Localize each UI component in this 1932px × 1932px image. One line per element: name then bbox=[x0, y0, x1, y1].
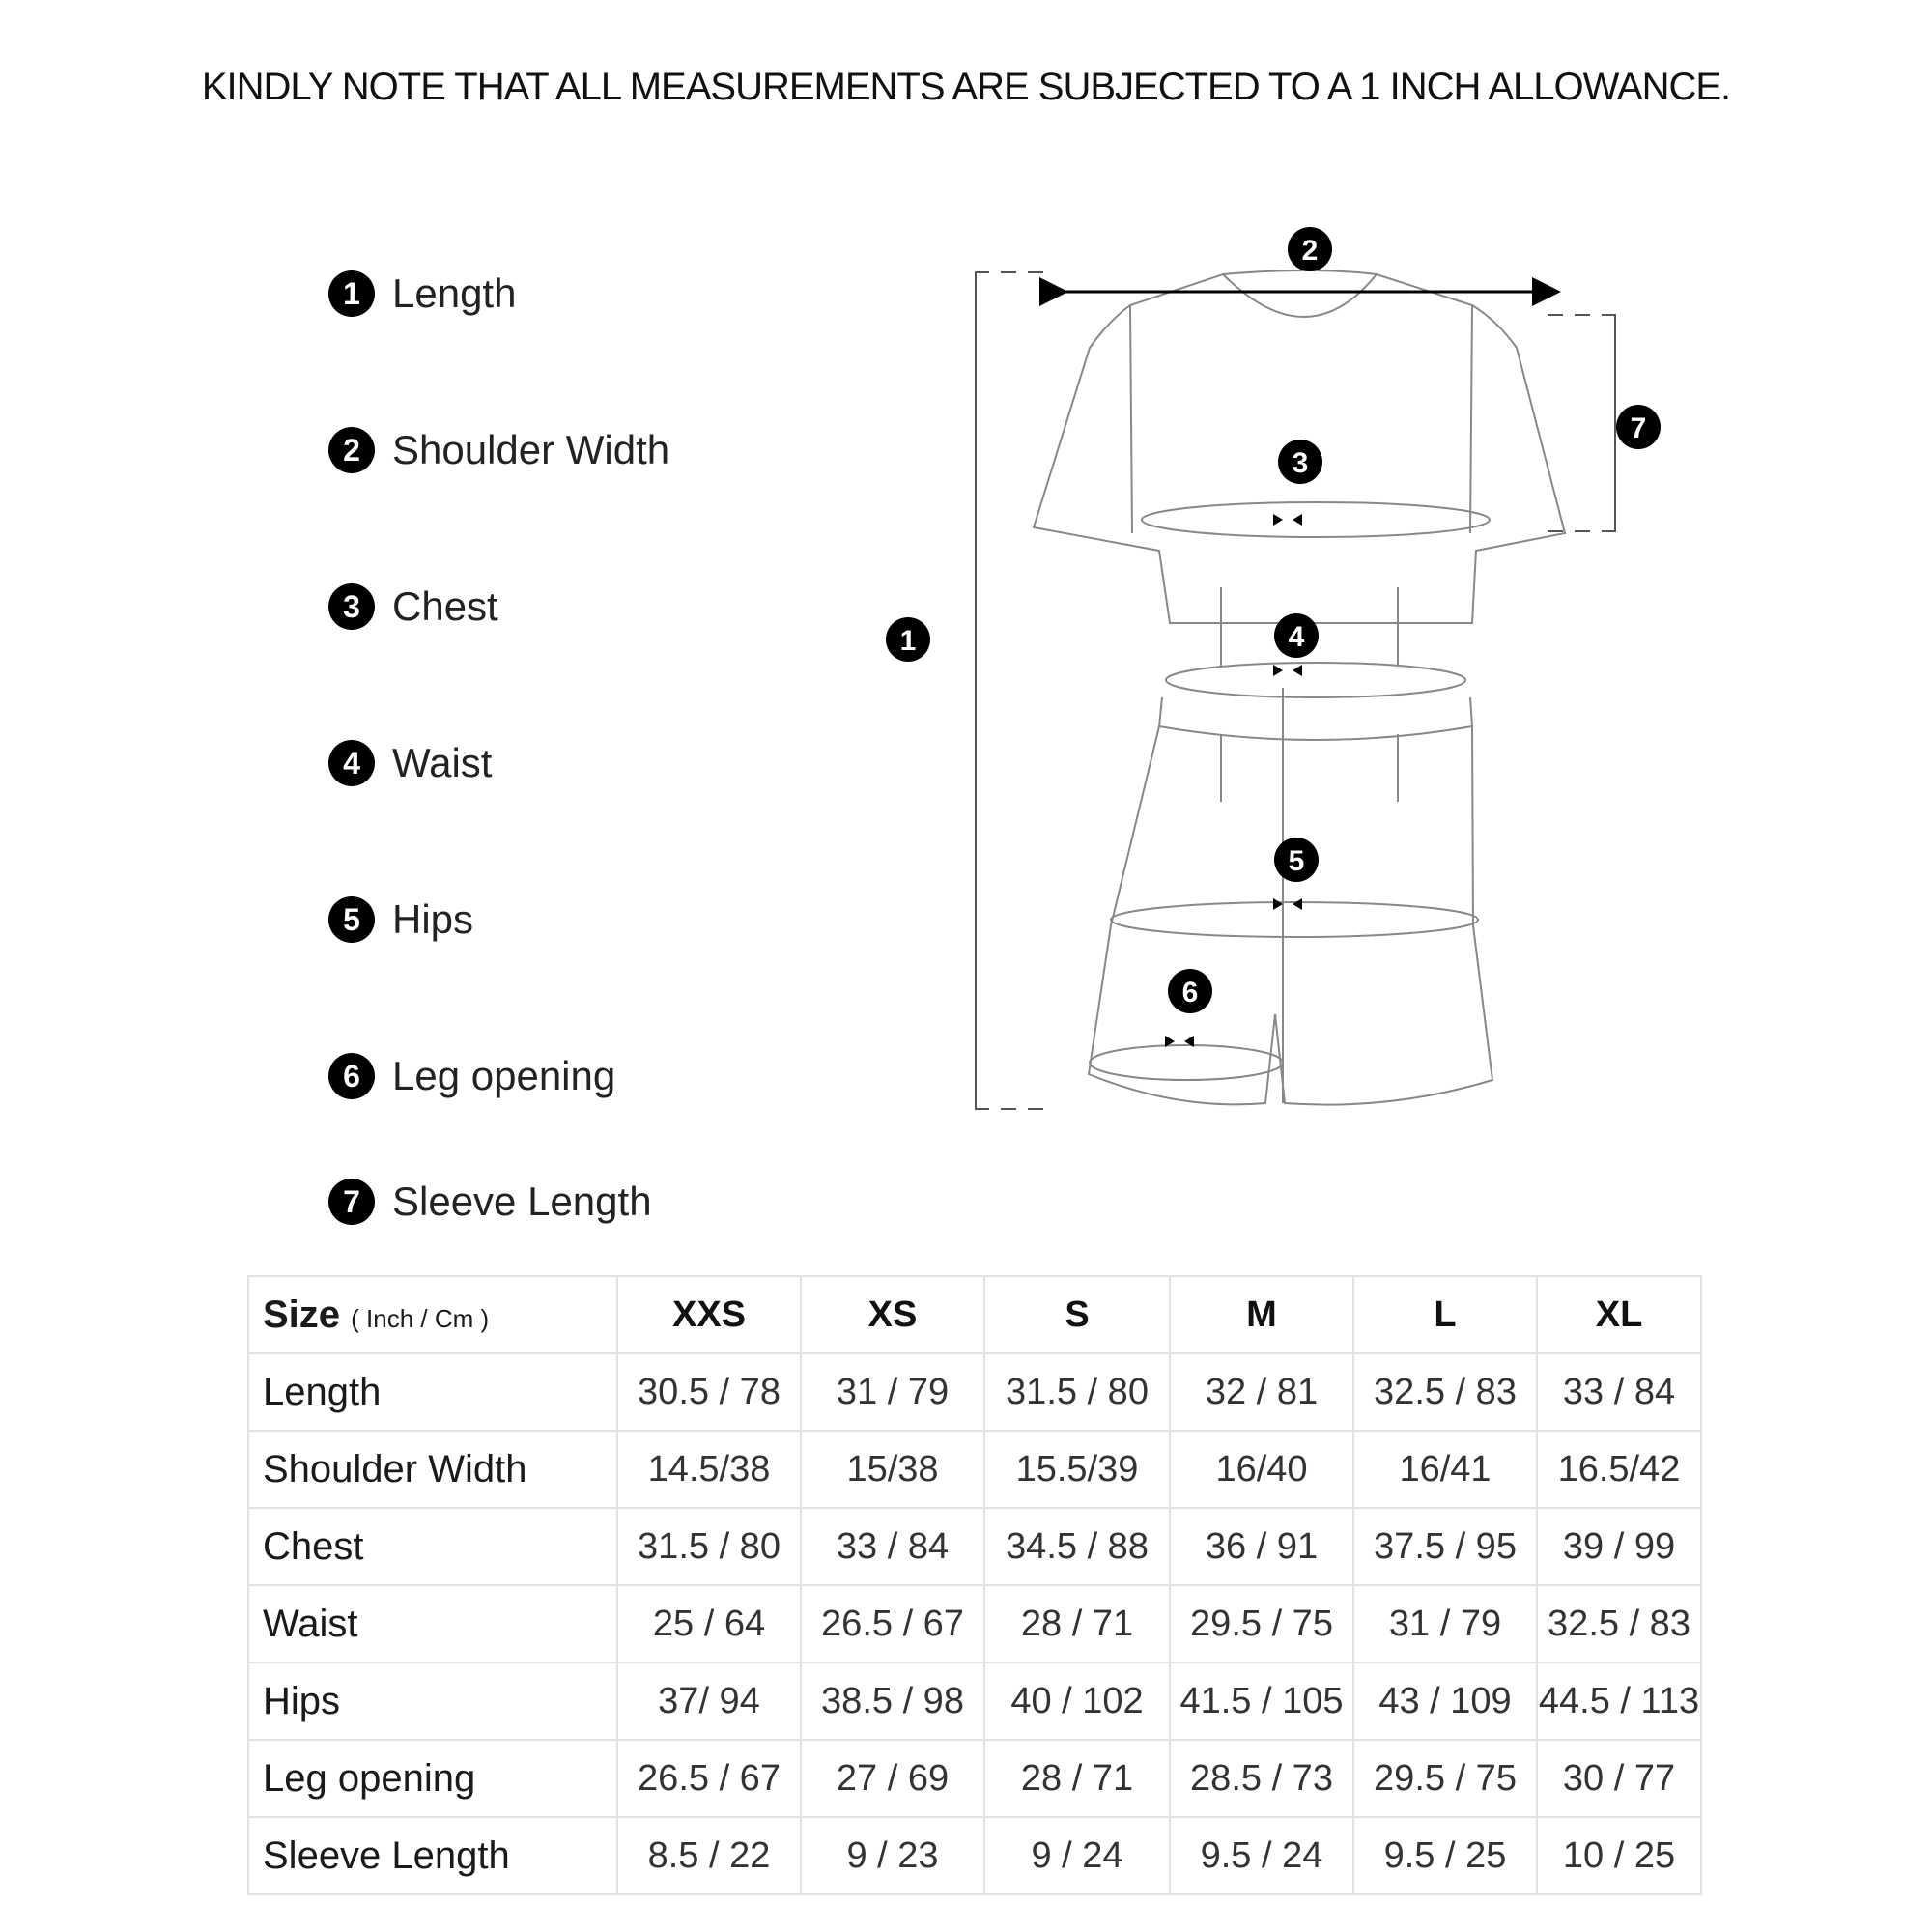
table-cell: 10 / 25 bbox=[1537, 1817, 1701, 1894]
table-cell: 9 / 24 bbox=[984, 1817, 1170, 1894]
table-cell: 38.5 / 98 bbox=[801, 1662, 984, 1740]
row-label: Waist bbox=[248, 1585, 617, 1662]
garment-diagram bbox=[869, 213, 1719, 1140]
marker-7 bbox=[1616, 405, 1661, 449]
marker-1 bbox=[886, 617, 930, 662]
marker-6-label: 6 bbox=[1181, 977, 1199, 1009]
table-cell: 30.5 / 78 bbox=[617, 1353, 801, 1431]
row-label: Hips bbox=[248, 1662, 617, 1740]
table-cell: 44.5 / 113 bbox=[1537, 1662, 1701, 1740]
table-header-row bbox=[248, 1276, 1701, 1353]
table-cell: 9.5 / 24 bbox=[1170, 1817, 1353, 1894]
table-cell: 31.5 / 80 bbox=[617, 1508, 801, 1585]
shorts-outline bbox=[1089, 726, 1492, 1105]
measurement-legend bbox=[328, 270, 927, 1256]
top-armhole-left bbox=[1130, 305, 1132, 533]
row-label: Chest bbox=[248, 1508, 617, 1585]
legend-item-hips bbox=[328, 896, 473, 943]
legend-label: Length bbox=[392, 270, 517, 316]
marker-3 bbox=[1278, 440, 1322, 484]
number-badge: 2 bbox=[328, 427, 375, 473]
table-cell: 33 / 84 bbox=[1537, 1353, 1701, 1431]
table-cell: 9 / 23 bbox=[801, 1817, 984, 1894]
legend-item-shoulder-width bbox=[328, 427, 669, 473]
leg-opening-line bbox=[1090, 1045, 1283, 1080]
table-cell: 28 / 71 bbox=[984, 1740, 1170, 1817]
legend-item-waist bbox=[328, 740, 492, 786]
table-cell: 36 / 91 bbox=[1170, 1508, 1353, 1585]
length-bracket bbox=[976, 272, 989, 1109]
table-cell: 28 / 71 bbox=[984, 1585, 1170, 1662]
row-label: Length bbox=[248, 1353, 617, 1431]
legend-label: Chest bbox=[392, 583, 498, 629]
table-cell: 30 / 77 bbox=[1537, 1740, 1701, 1817]
table-cell: 37/ 94 bbox=[617, 1662, 801, 1740]
table-row bbox=[248, 1508, 1701, 1585]
table-row bbox=[248, 1431, 1701, 1508]
table-cell: 34.5 / 88 bbox=[984, 1508, 1170, 1585]
size-header-xxs: XXS bbox=[617, 1276, 801, 1353]
number-badge: 1 bbox=[328, 270, 375, 317]
chest-arrows bbox=[1273, 514, 1302, 526]
table-cell: 26.5 / 67 bbox=[617, 1740, 801, 1817]
marker-5-label: 5 bbox=[1288, 845, 1305, 877]
marker-2 bbox=[1288, 227, 1332, 271]
number-badge: 6 bbox=[328, 1053, 375, 1099]
size-header-xs: XS bbox=[801, 1276, 984, 1353]
marker-4-label: 4 bbox=[1288, 621, 1305, 653]
table-row bbox=[248, 1662, 1701, 1740]
marker-6 bbox=[1168, 969, 1212, 1013]
sleeve-bracket bbox=[1602, 315, 1615, 531]
table-cell: 15.5/39 bbox=[984, 1431, 1170, 1508]
size-unit-label: ( Inch / Cm ) bbox=[351, 1303, 490, 1333]
legend-item-leg-opening bbox=[328, 1053, 615, 1099]
size-chart-table bbox=[247, 1275, 1702, 1895]
table-cell: 25 / 64 bbox=[617, 1585, 801, 1662]
legend-label: Hips bbox=[392, 896, 474, 942]
table-cell: 9.5 / 25 bbox=[1353, 1817, 1537, 1894]
hips-arrows bbox=[1273, 898, 1302, 910]
table-cell: 15/38 bbox=[801, 1431, 984, 1508]
table-cell: 37.5 / 95 bbox=[1353, 1508, 1537, 1585]
marker-7-label: 7 bbox=[1630, 412, 1647, 444]
marker-1-label: 1 bbox=[899, 625, 917, 657]
table-cell: 16/41 bbox=[1353, 1431, 1537, 1508]
table-cell: 29.5 / 75 bbox=[1353, 1740, 1537, 1817]
table-row bbox=[248, 1817, 1701, 1894]
legend-item-sleeve-length bbox=[328, 1179, 652, 1225]
legend-label: Leg opening bbox=[392, 1053, 616, 1098]
table-cell: 33 / 84 bbox=[801, 1508, 984, 1585]
table-cell: 40 / 102 bbox=[984, 1662, 1170, 1740]
allowance-notice: KINDLY NOTE THAT ALL MEASUREMENTS ARE SUBJECTED TO A 1 INCH ALLOWANCE. bbox=[201, 66, 1731, 108]
table-cell: 43 / 109 bbox=[1353, 1662, 1537, 1740]
table-cell: 32.5 / 83 bbox=[1537, 1585, 1701, 1662]
marker-5 bbox=[1274, 838, 1319, 882]
table-cell: 31 / 79 bbox=[801, 1353, 984, 1431]
size-header-cell bbox=[248, 1276, 617, 1353]
legend-label: Sleeve Length bbox=[392, 1179, 652, 1224]
size-header-label: Size bbox=[263, 1293, 341, 1336]
table-cell: 32 / 81 bbox=[1170, 1353, 1353, 1431]
table-cell: 14.5/38 bbox=[617, 1431, 801, 1508]
number-badge: 5 bbox=[328, 896, 375, 943]
legend-item-length bbox=[328, 270, 516, 317]
size-header-xl: XL bbox=[1537, 1276, 1701, 1353]
table-row bbox=[248, 1585, 1701, 1662]
legend-item-chest bbox=[328, 583, 498, 630]
marker-3-label: 3 bbox=[1292, 447, 1309, 479]
waistband bbox=[1159, 697, 1472, 740]
table-cell: 39 / 99 bbox=[1537, 1508, 1701, 1585]
row-label: Sleeve Length bbox=[248, 1817, 617, 1894]
waist-line bbox=[1166, 663, 1465, 697]
chest-line bbox=[1142, 502, 1490, 537]
table-cell: 28.5 / 73 bbox=[1170, 1740, 1353, 1817]
table-cell: 16/40 bbox=[1170, 1431, 1353, 1508]
legend-label: Shoulder Width bbox=[392, 427, 670, 472]
marker-4 bbox=[1274, 613, 1319, 658]
size-header-s: S bbox=[984, 1276, 1170, 1353]
marker-2-label: 2 bbox=[1301, 235, 1319, 267]
table-row bbox=[248, 1353, 1701, 1431]
row-label: Leg opening bbox=[248, 1740, 617, 1817]
top-armhole-right bbox=[1470, 305, 1472, 533]
table-cell: 26.5 / 67 bbox=[801, 1585, 984, 1662]
legend-label: Waist bbox=[392, 740, 493, 785]
size-header-m: M bbox=[1170, 1276, 1353, 1353]
hips-line bbox=[1111, 902, 1478, 937]
table-cell: 31 / 79 bbox=[1353, 1585, 1537, 1662]
number-badge: 3 bbox=[328, 583, 375, 630]
table-cell: 41.5 / 105 bbox=[1170, 1662, 1353, 1740]
table-row bbox=[248, 1740, 1701, 1817]
top-neckline bbox=[1223, 270, 1377, 274]
waist-arrows bbox=[1273, 665, 1302, 676]
table-cell: 27 / 69 bbox=[801, 1740, 984, 1817]
number-badge: 7 bbox=[328, 1179, 375, 1225]
number-badge: 4 bbox=[328, 740, 375, 786]
size-header-l: L bbox=[1353, 1276, 1537, 1353]
table-cell: 31.5 / 80 bbox=[984, 1353, 1170, 1431]
table-cell: 32.5 / 83 bbox=[1353, 1353, 1537, 1431]
row-label: Shoulder Width bbox=[248, 1431, 617, 1508]
table-cell: 29.5 / 75 bbox=[1170, 1585, 1353, 1662]
table-cell: 8.5 / 22 bbox=[617, 1817, 801, 1894]
table-cell: 16.5/42 bbox=[1537, 1431, 1701, 1508]
